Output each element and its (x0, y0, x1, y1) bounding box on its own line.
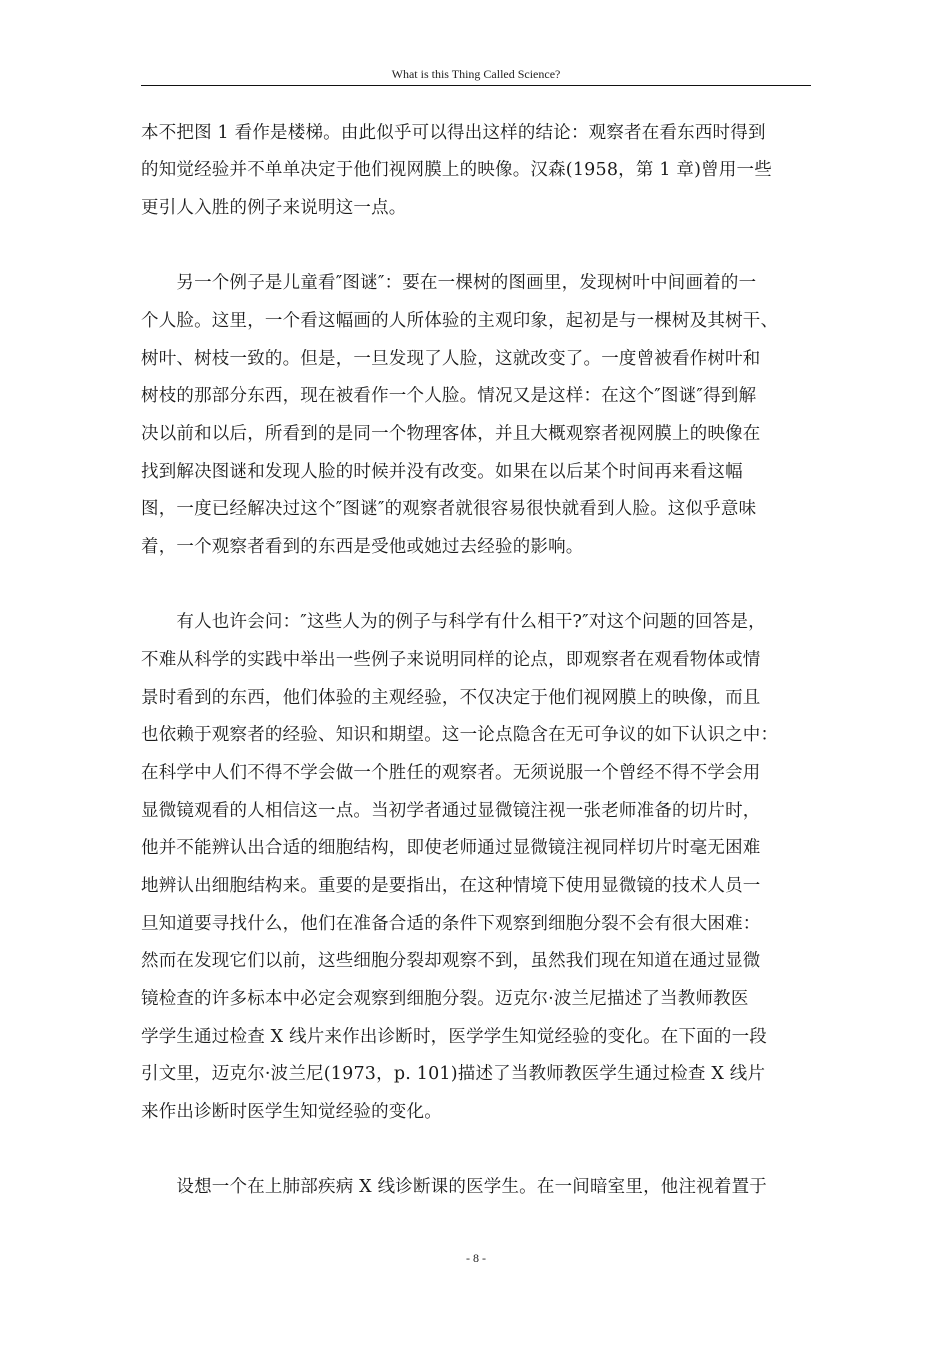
text-line: 另一个例子是儿童看″图谜″：要在一棵树的图画里，发现树叶中间画着的一 (141, 273, 757, 293)
text-line: 旦知道要寻找什么，他们在准备合适的条件下观察到细胞分裂不会有很大困难： (141, 914, 761, 934)
text-line: 在科学中人们不得不学会做一个胜任的观察者。无须说服一个曾经不得不学会用 (141, 763, 761, 783)
text-line: 决以前和以后，所看到的是同一个物理客体，并且大概观察者视网膜上的映像在 (141, 424, 761, 444)
text-line: 显微镜观看的人相信这一点。当初学者通过显微镜注视一张老师准备的切片时， (141, 801, 761, 821)
text-line: 景时看到的东西，他们体验的主观经验，不仅决定于他们视网膜上的映像，而且 (141, 688, 761, 708)
text-line: 个人脸。这里，一个看这幅画的人所体验的主观印象，起初是与一棵树及其树干、 (141, 311, 779, 331)
text-line: 的知觉经验并不单单决定于他们视网膜上的映像。汉森(1958，第 1 章)曾用一些 (141, 160, 772, 180)
text-line: 他并不能辨认出合适的细胞结构，即使老师通过显微镜注视同样切片时毫无困难 (141, 838, 761, 858)
running-header: What is this Thing Called Science? (391, 67, 561, 81)
text-line: 镜检查的许多标本中必定会观察到细胞分裂。迈克尔·波兰尼描述了当教师教医 (141, 989, 749, 1009)
text-line: 然而在发现它们以前，这些细胞分裂却观察不到，虽然我们现在知道在通过显微 (141, 951, 761, 971)
text-line: 找到解决图谜和发现人脸的时候并没有改变。如果在以后某个时间再来看这幅 (141, 462, 743, 482)
text-line: 地辨认出细胞结构来。重要的是要指出，在这种情境下使用显微镜的技术人员一 (141, 876, 761, 896)
text-line: 有人也许会问：″这些人为的例子与科学有什么相干?″对这个问题的回答是， (141, 612, 766, 632)
text-line: 本不把图 1 看作是楼梯。由此似乎可以得出这样的结论：观察者在看东西时得到 (141, 123, 766, 143)
text-line: 着，一个观察者看到的东西是受他或她过去经验的影响。 (141, 537, 584, 557)
header-rule (141, 85, 811, 86)
text-line: 引文里，迈克尔·波兰尼(1973，p. 101)描述了当教师教医学生通过检查 X 线片 (141, 1064, 766, 1084)
text-line: 也依赖于观察者的经验、知识和期望。这一论点隐含在无可争议的如下认识之中： (141, 725, 779, 745)
text-line: 来作出诊断时医学生知觉经验的变化。 (141, 1102, 442, 1122)
text-line: 树叶、树枝一致的。但是，一旦发现了人脸，这就改变了。一度曾被看作树叶和 (141, 349, 761, 369)
text-line: 不难从科学的实践中举出一些例子来说明同样的论点，即观察者在观看物体或情 (141, 650, 761, 670)
text-line: 学学生通过检查 X 线片来作出诊断时，医学学生知觉经验的变化。在下面的一段 (141, 1027, 767, 1047)
text-line: 树枝的那部分东西，现在被看作一个人脸。情况又是这样：在这个″图谜″得到解 (141, 386, 757, 406)
page-number: - 8 - (466, 1251, 486, 1265)
text-line: 更引人入胜的例子来说明这一点。 (141, 198, 407, 218)
text-line: 设想一个在上肺部疾病 X 线诊断课的医学生。在一间暗室里，他注视着置于 (141, 1177, 767, 1197)
text-line: 图，一度已经解决过这个″图谜″的观察者就很容易很快就看到人脸。这似乎意味 (141, 499, 757, 519)
